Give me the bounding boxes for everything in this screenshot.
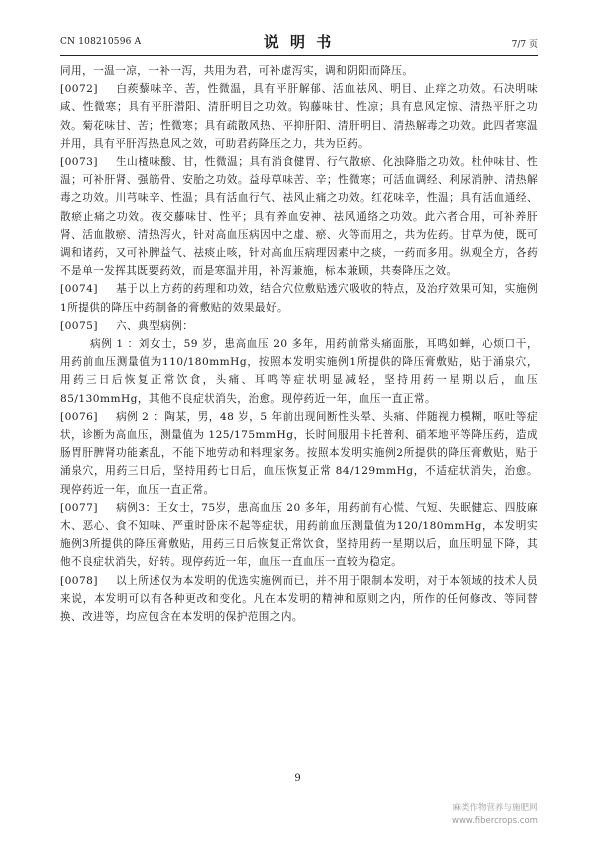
- paragraph-text: 病例 1 ：刘女士，59 岁，患高血压 20 多年，用药前常头痛面胀，耳鸣如蝉，心烦口干，用药前血压测量值为110/180mmHg，按照本发明实施例1所提供的降压膏敷贴，贴于涌泉穴，用药三日后恢复正常饮食，头痛、耳鸣等症状明显减轻，坚持用药一星期以后，血压 85/130mmHg，其他不良症状消失，治愈。现停药近一年，血压一直正常。: [60, 338, 538, 405]
- paragraph-number: [0077]: [60, 501, 98, 514]
- paragraph-0077: [60, 499, 538, 572]
- paragraph-0073: [60, 153, 538, 280]
- paragraph-0075: [60, 317, 538, 335]
- paragraph-text: 六、典型病例：: [116, 319, 194, 332]
- paragraph-0072: [60, 80, 538, 153]
- paragraph-number: [0073]: [60, 156, 98, 169]
- paragraph-text: 白蒺藜味辛、苦，性微温，具有平肝解郁、活血祛风、明目、止痒之功效。石决明味咸、性微寒；具有平肝潜阳、清肝明目之功效。钩藤味甘、性凉；具有息风定惊、清热平肝之功效。菊花味甘、苦；性微寒；具有疏散风热、平抑肝阳、清肝明目、清热解毒之功效。此四者寒温并用，具有平肝泻热息风之效，可助君药降压之力，共为臣药。: [60, 83, 538, 150]
- paragraph-text: 生山楂味酸、甘，性微温；具有消食健胃、行气散瘀、化浊降脂之功效。杜仲味甘、性温；可补肝肾、强筋骨、安胎之功效。益母草味苦、辛；性微寒；可活血调经、利尿消肿、清热解毒之功效。川芎味辛、性温；具有活血行气、祛风止痛之功效。红花味辛，性温；具有活血通经、散瘀止痛之功效。夜交藤味甘、性平；具有养血安神、祛风通络之功效。此六者合用，可补养肝肾、活血散瘀、清热泻火，针对高血压病因中之虚、瘀、火等而用之，共为佐药。甘草为使，既可调和诸药，又可补脾益气、祛痰止咳，针对高血压病理因素中之痰，一药而多用。纵观全方，各药不是单一发挥其既要药效，而是寒温并用，补泻兼施，标本兼顾，共奏降压之效。: [60, 156, 538, 278]
- publication-number: CN 108210596 A: [60, 37, 142, 47]
- watermark-line-2: www.fibercrops.com: [452, 816, 538, 826]
- paragraph-text: 同用，一温一凉，一补一泻，共用为君，可补虚泻实，调和阴阳而降压。: [60, 65, 414, 77]
- header-divider: [60, 55, 538, 56]
- paragraph-text: 病例3：王女士，75岁，患高血压 20 多年，用药前有心慌、气短、失眠健忘、四肢麻木、恶心、食不知味、严重时卧床不起等症状，用药前血压测量值为120/180mmHg，本发明实施例3所提供的降压膏敷贴，用药三日后恢复正常饮食，坚持用药一星期以后，血压明显下降，其他不良症状消失，好转。现停药近一年，血压一直血压一直较为稳定。: [60, 501, 538, 569]
- paragraph-0078: [60, 572, 538, 627]
- site-watermark: [452, 802, 538, 828]
- paragraph-number: [0072]: [60, 83, 98, 96]
- paragraph-0076: [60, 408, 538, 499]
- paragraph-0074: [60, 280, 538, 316]
- watermark-line-1: 麻类作物营养与施肥网: [452, 803, 538, 813]
- page-indicator: 7/7 页: [511, 40, 538, 50]
- paragraph-number: [0076]: [60, 410, 98, 423]
- paragraph-number: [0074]: [60, 283, 98, 296]
- paragraph-number: [0078]: [60, 574, 98, 587]
- document-title: 说 明 书: [263, 33, 335, 51]
- document-header: [60, 31, 538, 53]
- page-number: 9: [294, 773, 301, 784]
- paragraph-text: 以上所述仅为本发明的优选实施例而已，并不用于限制本发明，对于本领域的技术人员来说，本发明可以有各种更改和变化。凡在本发明的精神和原则之内，所作的任何修改、等同替换、改进等，均应包含在本发明的保护范围之内。: [60, 574, 538, 624]
- paragraph-number: [0075]: [60, 319, 98, 332]
- paragraph-continuation: [60, 62, 538, 80]
- paragraph-text: 病例 2 ：陶某，男，48 岁，5 年前出现间断性头晕、头痛、伴随视力模糊，呕吐等症状，诊断为高血压，测量值为 125/175mmHg，长时间服用卡托普利、硝苯地平等降压药，造成肠胃肝脾肾功能紊乱，不能下地劳动和料理家务。按照本发明实施例2所提供的降压膏敷贴，贴于涌泉穴，用药三日后，坚持用药七日后，血压恢复正常 84/129mmHg，不适症状消失，治愈。现停药近一年，血压一直正常。: [60, 410, 538, 496]
- document-body: [60, 62, 538, 626]
- paragraph-text: 基于以上方药的药理和功效，结合穴位敷贴透穴吸收的特点，及治疗效果可知，实施例1所提供的降压中药制备的膏敷贴的效果最好。: [60, 283, 538, 314]
- case-1-paragraph: [60, 335, 538, 408]
